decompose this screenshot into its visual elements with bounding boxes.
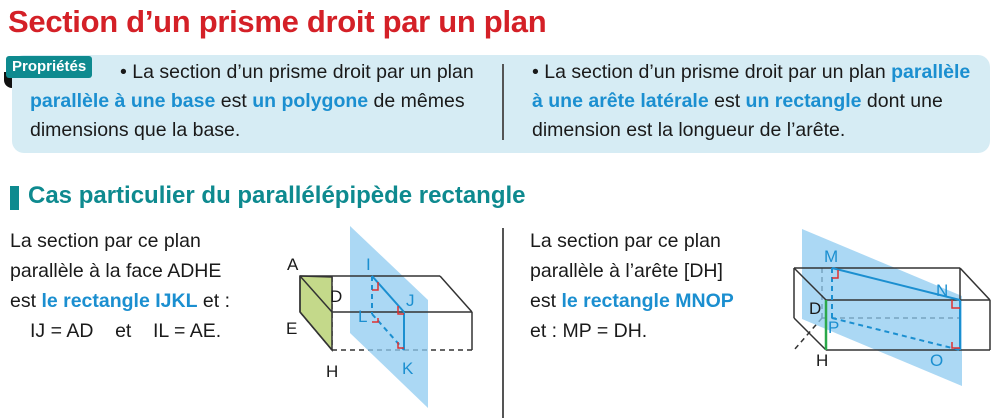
case-right-line-4: et : MP = DH. xyxy=(530,320,648,342)
label-m: M xyxy=(824,247,839,266)
property-left-text-2: est xyxy=(220,90,247,112)
label-i: I xyxy=(366,255,371,274)
label-l: L xyxy=(358,307,368,326)
case-left-line-3: est le rectangle IJKL et : xyxy=(10,290,231,312)
property-right-text-3: dont une dimension est la longueur de l’arête. xyxy=(532,90,943,141)
case-right-line-2: parallèle à l’arête [DH] xyxy=(530,260,723,282)
label-e: E xyxy=(286,319,298,338)
label-d: D xyxy=(809,299,822,318)
case-left-line-1: La section par ce plan xyxy=(10,230,201,252)
case-left-equation: IJ = AD et IL = AE. xyxy=(30,320,222,342)
case-left-highlight: le rectangle IJKL xyxy=(41,290,198,312)
label-k: K xyxy=(402,359,414,378)
label-p: P xyxy=(828,318,840,337)
section-title: Cas particulier du parallélépipède rectangle xyxy=(28,182,526,209)
label-h: H xyxy=(816,351,829,370)
property-left-highlight-2: un polygone xyxy=(252,90,369,112)
property-right-text-1: La section d’un prisme droit par un plan xyxy=(544,61,886,83)
bullet: • xyxy=(532,61,539,83)
page-title: Section d’un prisme droit par un plan xyxy=(8,4,547,39)
label-n: N xyxy=(936,281,949,300)
label-a: A xyxy=(287,255,299,274)
case-left-line-2: parallèle à la face ADHE xyxy=(10,260,222,282)
label-d: D xyxy=(330,287,343,306)
label-o: O xyxy=(930,351,944,370)
case-right-line-1: La section par ce plan xyxy=(530,230,721,252)
property-left-text-1: La section d’un prisme droit par un plan xyxy=(132,61,474,83)
case-right-highlight: le rectangle MNOP xyxy=(561,290,734,312)
label-h: H xyxy=(326,362,339,381)
property-right-highlight-2: un rectangle xyxy=(745,90,862,112)
property-left-text-3: de mêmes dimensions que la base. xyxy=(30,90,465,141)
bullet: • xyxy=(120,61,127,83)
property-right-text-2: est xyxy=(714,90,741,112)
label-j: J xyxy=(406,291,415,310)
property-left-highlight-1: parallèle à une base xyxy=(30,90,216,112)
properties-tag: Propriétés xyxy=(6,56,92,78)
property-right-highlight-1: parallèle à une arête latérale xyxy=(532,61,971,112)
case-right-line-3: est le rectangle MNOP xyxy=(530,290,734,312)
